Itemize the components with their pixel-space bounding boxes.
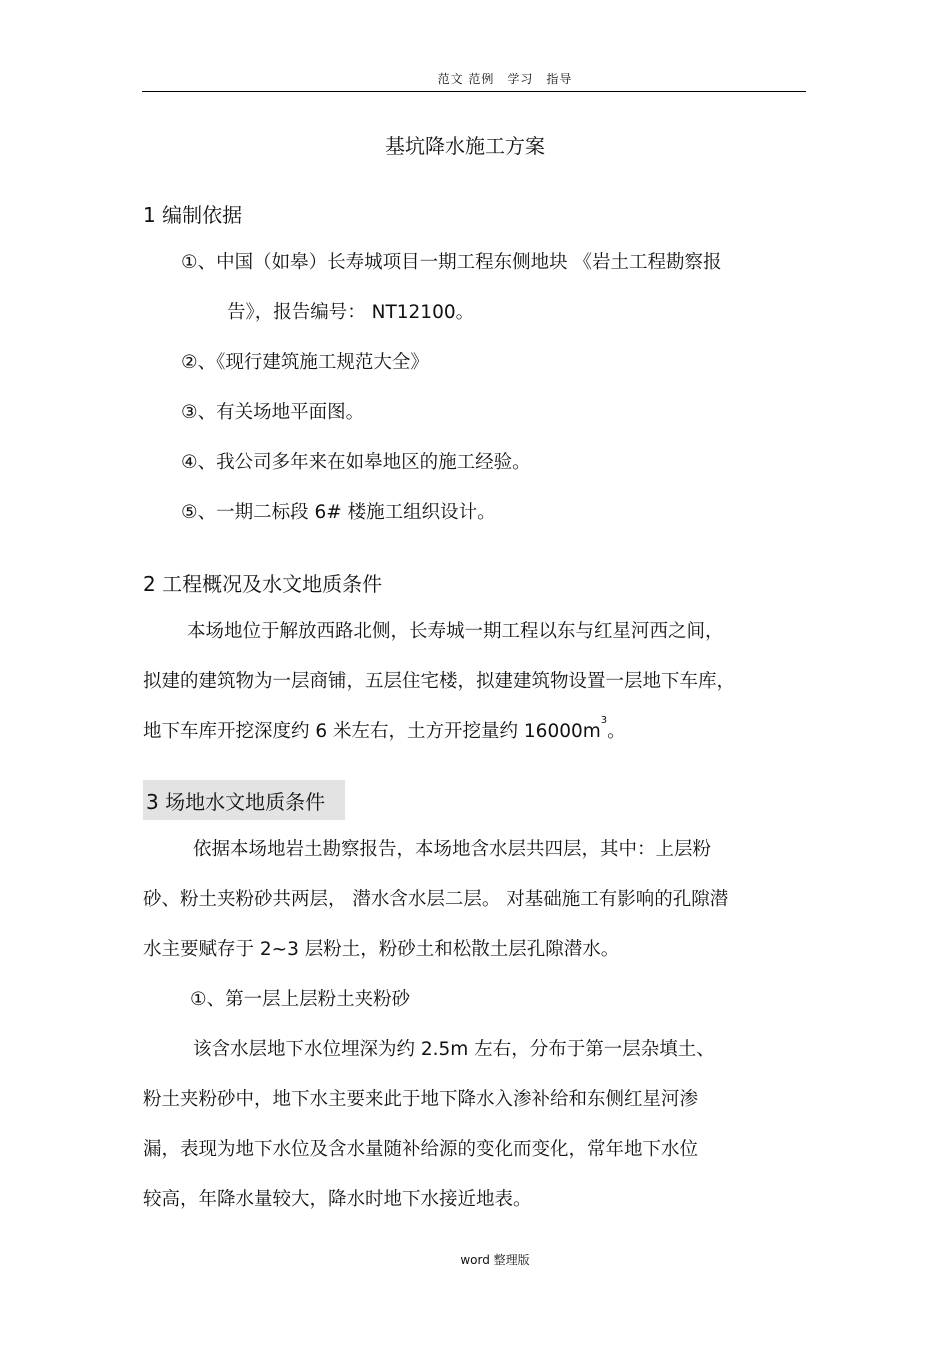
header-divider (142, 91, 806, 92)
section-3-paragraph-line: 较高，年降水量较大，降水时地下水接近地表。 (143, 1189, 532, 1210)
section-2-paragraph-line: 拟建的建筑物为一层商铺，五层住宅楼，拟建建筑物设置一层地下车库， (143, 671, 736, 692)
section-2-line-text: 地下车库开挖深度约 6 米左右，土方开挖量约 16000m (143, 721, 601, 742)
section-3-paragraph-line: 粉土夹粉砂中，地下水主要来此于地下降水入渗补给和东侧红星河渗 (143, 1089, 699, 1110)
section-1-item-5: ⑤、一期二标段 6# 楼施工组织设计。 (181, 502, 496, 523)
page-footer: word 整理版 (460, 1253, 530, 1267)
document-title: 基坑降水施工方案 (385, 134, 545, 158)
section-3-paragraph-line: 该含水层地下水位埋深为约 2.5m 左右，分布于第一层杂填土、 (193, 1039, 715, 1060)
section-2-paragraph-line (143, 717, 626, 743)
section-1-item-3: ③、有关场地平面图。 (181, 402, 365, 423)
section-3-paragraph-line: 砂、粉土夹粉砂共两层， 潜水含水层二层。 对基础施工有影响的孔隙潜 (143, 889, 729, 910)
section-1-item-4: ④、我公司多年来在如皋地区的施工经验。 (181, 452, 531, 473)
section-2-paragraph-line: 本场地位于解放西路北侧，长寿城一期工程以东与红星河西之间， (187, 621, 724, 642)
page-header: 范文 范例 学习 指导 (437, 72, 573, 86)
superscript-3: 3 (600, 715, 608, 726)
section-2-line-tail: 。 (607, 721, 626, 742)
section-1-item-1: ①、中国（如皋）长寿城项目一期工程东侧地块 《岩土工程勘察报 (181, 252, 722, 273)
section-3-paragraph-line: 漏，表现为地下水位及含水量随补给源的变化而变化，常年地下水位 (143, 1139, 699, 1160)
section-1-item-1-cont: 告》，报告编号： NT12100。 (227, 302, 475, 323)
section-3-subheading: ①、第一层上层粉土夹粉砂 (190, 989, 411, 1010)
section-3-paragraph-line: 依据本场地岩土勘察报告，本场地含水层共四层，其中：上层粉 (193, 839, 712, 860)
section-1-heading: 1 编制依据 (143, 203, 243, 227)
section-3-heading: 3 场地水文地质条件 (143, 780, 345, 820)
section-2-heading: 2 工程概况及水文地质条件 (143, 572, 383, 596)
section-1-item-2: ②、《现行建筑施工规范大全》 (181, 352, 429, 373)
section-3-paragraph-line: 水主要赋存于 2~3 层粉土，粉砂土和松散土层孔隙潜水。 (143, 939, 620, 960)
